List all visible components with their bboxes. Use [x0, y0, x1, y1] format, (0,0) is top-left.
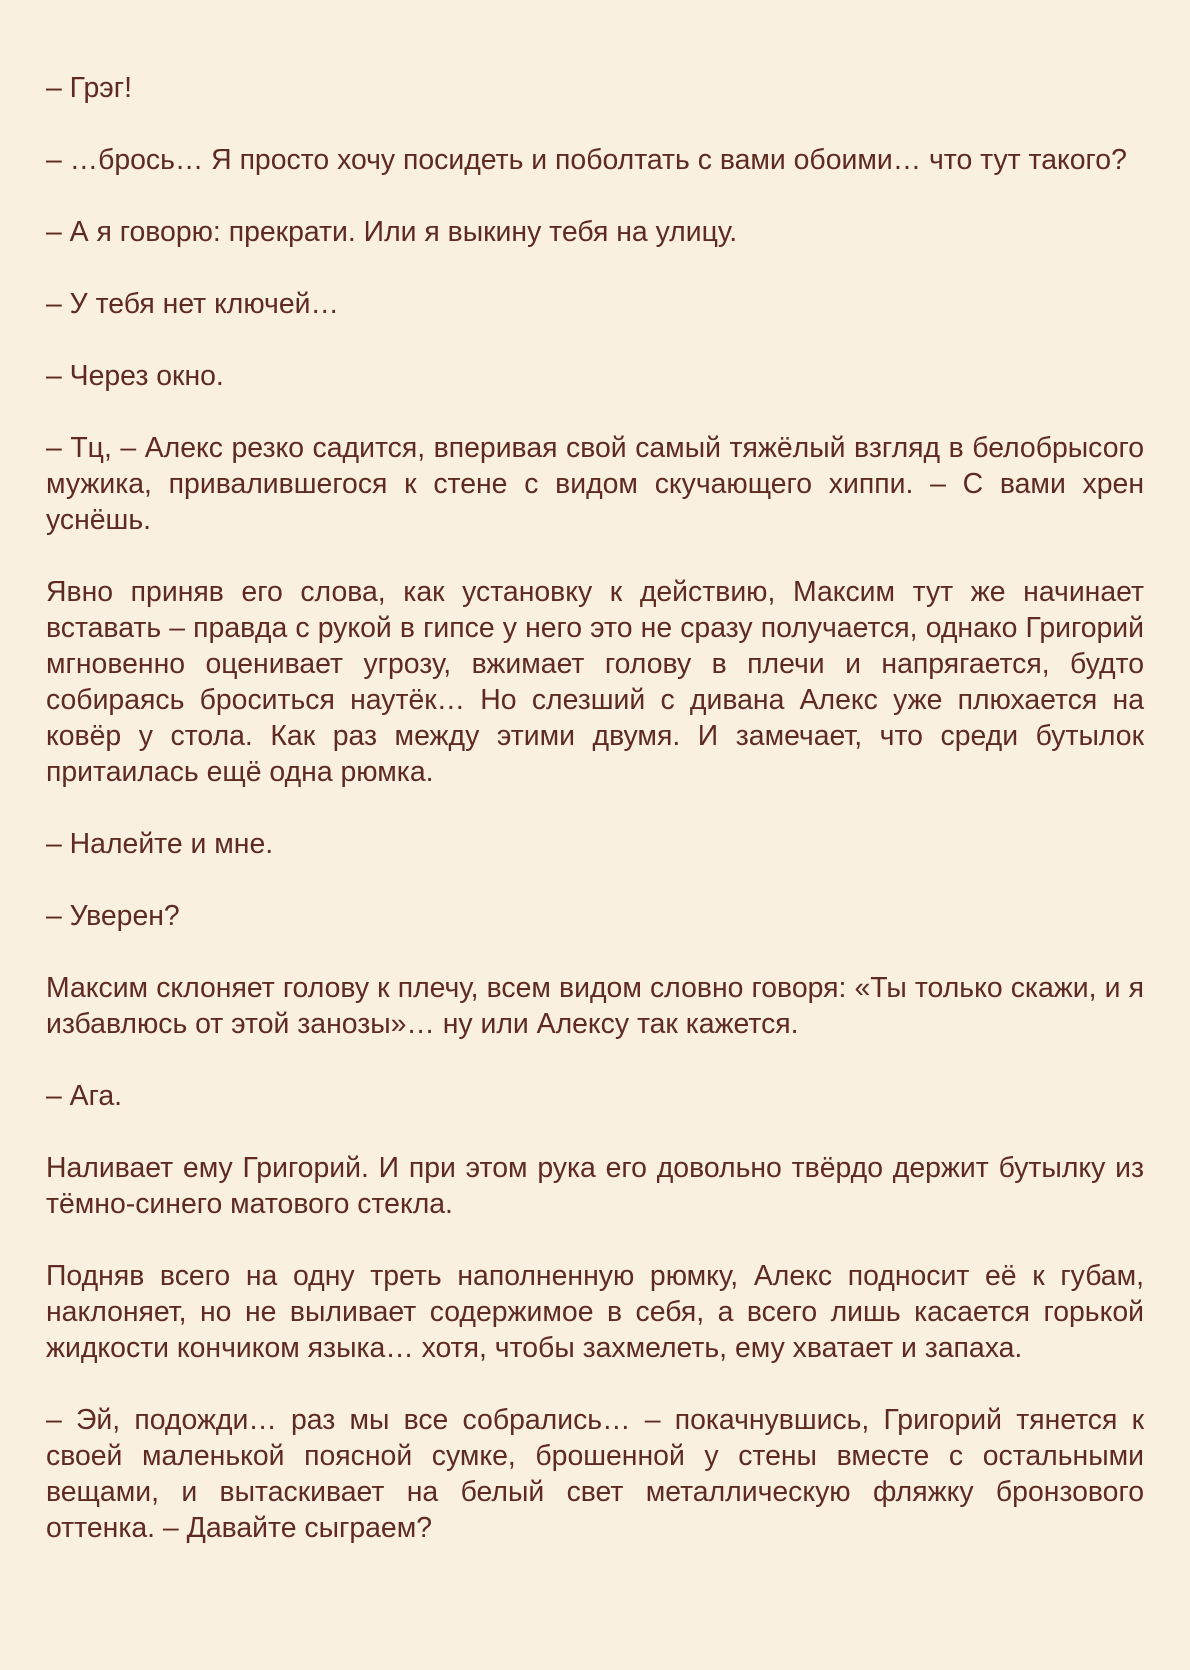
paragraph-11: – Ага. — [46, 1080, 123, 1112]
paragraph-13: Подняв всего на одну треть наполненную рюмку, Алекс подносит её к губам, наклоняет, но не выливает содержимое в себя, а всего лишь касается горькой жидкости кончиком языка… хотя, чтобы захмелеть, ему хватает и запаха. — [46, 1260, 1144, 1364]
paragraph-4: – У тебя нет ключей… — [46, 288, 339, 320]
paragraph-12: Наливает ему Григорий. И при этом рука его довольно твёрдо держит бутылку из тёмно-синего матового стекла. — [46, 1152, 1144, 1220]
paragraph-7: Явно приняв его слова, как установку к действию, Максим тут же начинает вставать – правда с рукой в гипсе у него это не сразу получается, однако Григорий мгновенно оценивает угрозу, вжимает голову в плечи и напрягается, будто собираясь броситься наутёк… Но слезший с дивана Алекс уже плюхается на ковёр у стола. Как раз между этими двумя. И замечает, что среди бутылок притаилась ещё одна рюмка. — [46, 576, 1144, 788]
paragraph-14: – Эй, подожди… раз мы все собрались… – покачнувшись, Григорий тянется к своей маленькой поясной сумке, брошенной у стены вместе с остальными вещами, и вытаскивает на белый свет металлическую фляжку бронзового оттенка. – Давайте сыграем? — [46, 1404, 1144, 1544]
paragraph-5: – Через окно. — [46, 360, 224, 392]
paragraph-8: – Налейте и мне. — [46, 828, 274, 860]
paragraph-3: – А я говорю: прекрати. Или я выкину тебя на улицу. — [46, 216, 738, 248]
paragraph-10: Максим склоняет голову к плечу, всем видом словно говоря: «Ты только скажи, и я избавлюсь от этой занозы»… ну или Алексу так кажется. — [46, 972, 1144, 1040]
paragraph-2: – …брось… Я просто хочу посидеть и поболтать с вами обоими… что тут такого? — [46, 144, 1127, 176]
paragraph-9: – Уверен? — [46, 900, 180, 932]
paragraph-1: – Грэг! — [46, 72, 132, 104]
paragraph-6: – Тц, – Алекс резко садится, вперивая свой самый тяжёлый взгляд в белобрысого мужика, привалившегося к стене с видом скучающего хиппи. – С вами хрен уснёшь. — [46, 432, 1144, 536]
